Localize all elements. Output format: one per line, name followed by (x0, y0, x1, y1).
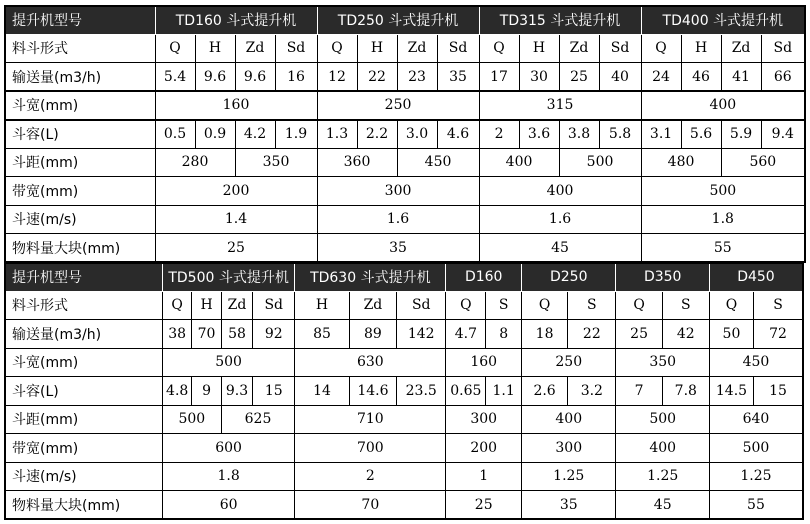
row-label: 斗距(mm) (5, 405, 162, 434)
width-row (5, 91, 805, 120)
cell: 66 (761, 63, 805, 92)
cell: 9.6 (195, 63, 235, 92)
volume-row (5, 377, 803, 406)
cell: 70 (295, 491, 446, 520)
cell: 300 (446, 405, 522, 434)
cell: Sd (599, 34, 641, 63)
cell: 1.6 (479, 205, 641, 234)
cell: H (681, 34, 721, 63)
cell: 500 (559, 148, 641, 177)
cell: 9.3 (221, 377, 252, 406)
cell: 160 (446, 348, 522, 377)
row-label: 斗速(m/s) (5, 205, 155, 234)
cell: 3.0 (397, 120, 437, 149)
lump-row (5, 491, 803, 520)
cell: Sd (397, 291, 446, 320)
width-row (5, 348, 803, 377)
cell: S (754, 291, 803, 320)
row-label: 斗宽(mm) (5, 91, 155, 120)
cell: 360 (317, 148, 397, 177)
cell: 400 (616, 434, 709, 463)
hopper-type-row (5, 34, 805, 63)
cell: 300 (522, 434, 616, 463)
speed-row (5, 462, 803, 491)
cell: 12 (317, 63, 357, 92)
cell: 15 (253, 377, 295, 406)
cell: 16 (275, 63, 317, 92)
cell: Zd (221, 291, 252, 320)
cell: 250 (522, 348, 616, 377)
cell: 200 (446, 434, 522, 463)
spec-table-td500-d450 (4, 262, 804, 520)
cell: 400 (641, 91, 805, 120)
model-header: TD500 斗式提升机 (162, 263, 294, 291)
capacity-row (5, 63, 805, 92)
spec-table-td160-td400 (4, 5, 806, 263)
model-header: D350 (616, 263, 709, 291)
cell: Q (446, 291, 486, 320)
cell: 22 (568, 320, 616, 349)
cell: 500 (641, 177, 805, 206)
cell: 200 (155, 177, 317, 206)
cell: 55 (641, 234, 805, 263)
cell: Q (317, 34, 357, 63)
cell: 0.5 (155, 120, 195, 149)
cell: 14 (295, 377, 350, 406)
cell: 2.2 (357, 120, 397, 149)
cell: 4.7 (446, 320, 486, 349)
header-row (5, 6, 805, 34)
cell: 500 (162, 348, 294, 377)
cell: 70 (192, 320, 221, 349)
cell: H (295, 291, 350, 320)
speed-row (5, 205, 805, 234)
cell: 38 (162, 320, 191, 349)
cell: 3.8 (559, 120, 599, 149)
row-label: 输送量(m3/h) (5, 320, 162, 349)
cell: Q (641, 34, 681, 63)
cell: 8 (486, 320, 522, 349)
cell: Q (162, 291, 191, 320)
cell: 24 (641, 63, 681, 92)
model-header: TD315 斗式提升机 (479, 6, 641, 34)
row-label: 提升机型号 (5, 263, 162, 291)
cell: Zd (397, 34, 437, 63)
cell: Sd (437, 34, 479, 63)
cell: 30 (519, 63, 559, 92)
volume-row (5, 120, 805, 149)
lump-row (5, 234, 805, 263)
model-header: TD630 斗式提升机 (295, 263, 446, 291)
cell: S (662, 291, 709, 320)
cell: Q (522, 291, 568, 320)
cell: 5.4 (155, 63, 195, 92)
model-header: TD400 斗式提升机 (641, 6, 805, 34)
row-label: 物料量大块(mm) (5, 234, 155, 263)
cell: 300 (317, 177, 479, 206)
cell: Q (155, 34, 195, 63)
cell: 25 (559, 63, 599, 92)
cell: 14.5 (709, 377, 753, 406)
cell: 480 (641, 148, 721, 177)
cell: 7.8 (662, 377, 709, 406)
model-header: D250 (522, 263, 616, 291)
cell: 710 (295, 405, 446, 434)
pitch-row (5, 405, 803, 434)
cell: 9.4 (761, 120, 805, 149)
cell: H (519, 34, 559, 63)
cell: 1.25 (616, 462, 709, 491)
cell: 3.1 (641, 120, 681, 149)
cell: 7 (616, 377, 662, 406)
cell: 89 (349, 320, 396, 349)
cell: 45 (616, 491, 709, 520)
cell: 1.25 (709, 462, 803, 491)
cell: 450 (709, 348, 803, 377)
cell: 5.8 (599, 120, 641, 149)
cell: 60 (162, 491, 294, 520)
cell: 2.6 (522, 377, 568, 406)
cell: 14.6 (349, 377, 396, 406)
row-label: 斗速(m/s) (5, 462, 162, 491)
cell: 1.4 (155, 205, 317, 234)
cell: Q (709, 291, 753, 320)
cell: 92 (253, 320, 295, 349)
belt-row (5, 434, 803, 463)
cell: 22 (357, 63, 397, 92)
cell: H (195, 34, 235, 63)
cell: Zd (349, 291, 396, 320)
cell: 17 (479, 63, 519, 92)
cell: 1.25 (522, 462, 616, 491)
cell: 42 (662, 320, 709, 349)
cell: Q (479, 34, 519, 63)
cell: Zd (235, 34, 275, 63)
row-label: 料斗形式 (5, 34, 155, 63)
cell: 4.6 (437, 120, 479, 149)
cell: 50 (709, 320, 753, 349)
cell: 25 (155, 234, 317, 263)
cell: H (357, 34, 397, 63)
cell: 1.8 (641, 205, 805, 234)
cell: 400 (479, 177, 641, 206)
cell: 35 (437, 63, 479, 92)
row-label: 料斗形式 (5, 291, 162, 320)
cell: 23 (397, 63, 437, 92)
cell: 500 (162, 405, 221, 434)
cell: 4.2 (235, 120, 275, 149)
cell: 55 (709, 491, 803, 520)
pitch-row (5, 148, 805, 177)
row-label: 斗距(mm) (5, 148, 155, 177)
model-header: D160 (446, 263, 522, 291)
cell: 85 (295, 320, 350, 349)
cell: 35 (317, 234, 479, 263)
row-label: 带宽(mm) (5, 177, 155, 206)
cell: 41 (721, 63, 761, 92)
model-header: D450 (709, 263, 803, 291)
cell: 560 (721, 148, 805, 177)
row-label: 提升机型号 (5, 6, 155, 34)
row-label: 输送量(m3/h) (5, 63, 155, 92)
cell: 40 (599, 63, 641, 92)
cell: 3.2 (568, 377, 616, 406)
row-label: 物料量大块(mm) (5, 491, 162, 520)
cell: 15 (754, 377, 803, 406)
cell: 350 (235, 148, 317, 177)
model-header: TD160 斗式提升机 (155, 6, 317, 34)
cell: 500 (616, 405, 709, 434)
cell: 9.6 (235, 63, 275, 92)
cell: 45 (479, 234, 641, 263)
cell: 0.9 (195, 120, 235, 149)
cell: 250 (317, 91, 479, 120)
row-label: 斗容(L) (5, 377, 162, 406)
cell: 72 (754, 320, 803, 349)
belt-row (5, 177, 805, 206)
cell: 46 (681, 63, 721, 92)
cell: 600 (162, 434, 294, 463)
cell: 1.6 (317, 205, 479, 234)
cell: H (192, 291, 221, 320)
cell: Sd (253, 291, 295, 320)
cell: 142 (397, 320, 446, 349)
model-header: TD250 斗式提升机 (317, 6, 479, 34)
cell: Q (616, 291, 662, 320)
cell: Zd (559, 34, 599, 63)
cell: 700 (295, 434, 446, 463)
cell: 500 (709, 434, 803, 463)
cell: 4.8 (162, 377, 191, 406)
cell: 280 (155, 148, 235, 177)
cell: 630 (295, 348, 446, 377)
row-label: 带宽(mm) (5, 434, 162, 463)
cell: 23.5 (397, 377, 446, 406)
cell: 5.6 (681, 120, 721, 149)
cell: 0.65 (446, 377, 486, 406)
capacity-row (5, 320, 803, 349)
cell: S (486, 291, 522, 320)
row-label: 斗容(L) (5, 120, 155, 149)
row-label: 斗宽(mm) (5, 348, 162, 377)
cell: 400 (479, 148, 559, 177)
cell: S (568, 291, 616, 320)
cell: 1.3 (317, 120, 357, 149)
cell: 58 (221, 320, 252, 349)
cell: 350 (616, 348, 709, 377)
cell: 25 (616, 320, 662, 349)
cell: 400 (522, 405, 616, 434)
hopper-type-row (5, 291, 803, 320)
cell: 640 (709, 405, 803, 434)
cell: Sd (275, 34, 317, 63)
cell: 1.1 (486, 377, 522, 406)
cell: 3.6 (519, 120, 559, 149)
cell: 5.9 (721, 120, 761, 149)
cell: 625 (221, 405, 294, 434)
cell: 2 (295, 462, 446, 491)
header-row (5, 263, 803, 291)
cell: Zd (721, 34, 761, 63)
cell: 1.8 (162, 462, 294, 491)
cell: 35 (522, 491, 616, 520)
cell: 315 (479, 91, 641, 120)
cell: 18 (522, 320, 568, 349)
cell: 2 (479, 120, 519, 149)
cell: 1 (446, 462, 522, 491)
cell: 25 (446, 491, 522, 520)
cell: 160 (155, 91, 317, 120)
cell: Sd (761, 34, 805, 63)
cell: 9 (192, 377, 221, 406)
cell: 450 (397, 148, 479, 177)
cell: 1.9 (275, 120, 317, 149)
